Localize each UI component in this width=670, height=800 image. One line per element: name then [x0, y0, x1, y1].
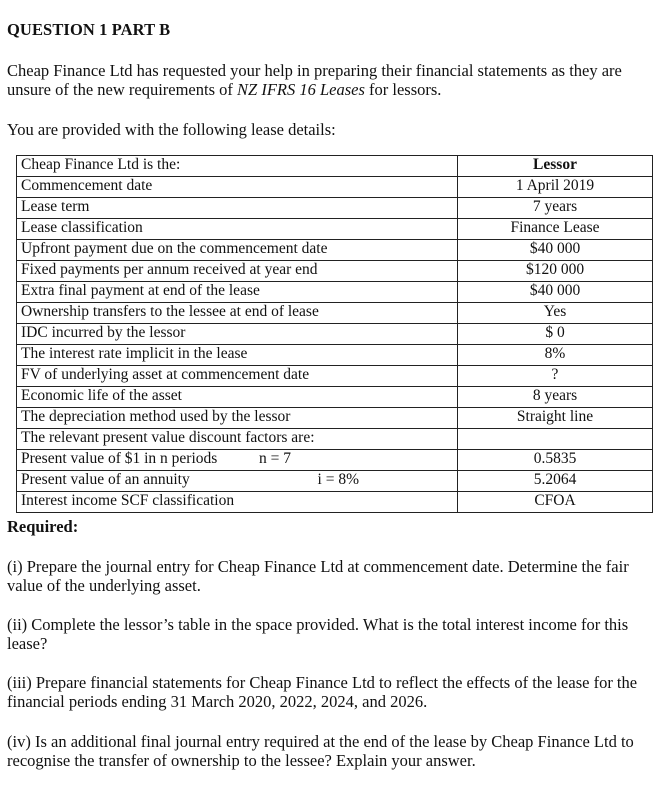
annuity-factor-cell: [17, 471, 458, 492]
table-row: [17, 219, 653, 240]
annuity-label: Present value of an annuity: [21, 471, 190, 488]
row-label: IDC incurred by the lessor: [17, 324, 458, 345]
row-value: $ 0: [458, 324, 653, 345]
row-value: 8%: [458, 345, 653, 366]
table-row: [17, 282, 653, 303]
row-value: 7 years: [458, 198, 653, 219]
row-label: Ownership transfers to the lessee at end of lease: [17, 303, 458, 324]
question-i: (i) Prepare the journal entry for Cheap Finance Ltd at commencement date. Determine the fair value of the underlying asset.: [7, 557, 629, 595]
interest-rate: i = 8%: [317, 471, 359, 488]
row-value: Finance Lease: [458, 219, 653, 240]
row-label: Lease term: [17, 198, 458, 219]
table-row: [17, 345, 653, 366]
standard-name: NZ IFRS 16 Leases: [237, 80, 365, 99]
intro-paragraph: [7, 61, 657, 99]
question-heading: QUESTION 1 PART B: [7, 20, 171, 39]
table-row: [17, 450, 653, 471]
row-label: Fixed payments per annum received at year end: [17, 261, 458, 282]
row-value: Straight line: [458, 408, 653, 429]
table-row: [17, 492, 653, 513]
question-iv: (iv) Is an additional final journal entry required at the end of the lease by Cheap Finance Ltd to recognise the transfer of ownership to the lessee? Explain your answer.: [7, 732, 634, 770]
row-label: Extra final payment at end of the lease: [17, 282, 458, 303]
row-value: Yes: [458, 303, 653, 324]
table-row: [17, 471, 653, 492]
table-row: [17, 156, 653, 177]
factors-label: The relevant present value discount factors are:: [17, 429, 458, 450]
table-row: [17, 429, 653, 450]
question-ii: (ii) Complete the lessor’s table in the space provided. What is the total interest income for this lease?: [7, 615, 629, 653]
table-row: [17, 240, 653, 261]
row-label: The depreciation method used by the lessor: [17, 408, 458, 429]
table-row: [17, 198, 653, 219]
row-label: Commencement date: [17, 177, 458, 198]
row-value: $40 000: [458, 240, 653, 261]
pv-label: Present value of $1 in n periods: [21, 450, 218, 467]
row-value: Lessor: [458, 156, 653, 177]
row-label: FV of underlying asset at commencement date: [17, 366, 458, 387]
row-value: 8 years: [458, 387, 653, 408]
pv-factor-cell: [17, 450, 458, 471]
required-heading: Required:: [7, 517, 79, 536]
row-label: Interest income SCF classification: [17, 492, 458, 513]
table-row: [17, 177, 653, 198]
row-value: CFOA: [458, 492, 653, 513]
row-value: 1 April 2019: [458, 177, 653, 198]
question-iii: (iii) Prepare financial statements for Cheap Finance Ltd to reflect the effects of the lease for the financial periods ending 31 March 2020, 2022, 2024, and 2026.: [7, 673, 638, 711]
table-row: [17, 261, 653, 282]
lease-details-table: [16, 155, 653, 513]
table-row: [17, 324, 653, 345]
row-value: $120 000: [458, 261, 653, 282]
n-periods: n = 7: [259, 450, 291, 467]
table-row: [17, 387, 653, 408]
row-value: $40 000: [458, 282, 653, 303]
annuity-value: 5.2064: [458, 471, 653, 492]
row-label: Upfront payment due on the commencement date: [17, 240, 458, 261]
row-value: ?: [458, 366, 653, 387]
table-row: [17, 366, 653, 387]
row-label: Economic life of the asset: [17, 387, 458, 408]
pv-value: 0.5835: [458, 450, 653, 471]
provided-text: You are provided with the following lease details:: [7, 120, 336, 139]
intro-text-after: for lessors.: [364, 80, 442, 99]
table-row: [17, 303, 653, 324]
table-row: [17, 408, 653, 429]
row-label: Lease classification: [17, 219, 458, 240]
row-label: The interest rate implicit in the lease: [17, 345, 458, 366]
intro-text-before: Cheap Finance Ltd has requested your help in preparing their financial statements as they are unsure of the new requirements of: [7, 61, 622, 99]
row-label: Cheap Finance Ltd is the:: [17, 156, 458, 177]
row-value-empty: [458, 429, 653, 450]
